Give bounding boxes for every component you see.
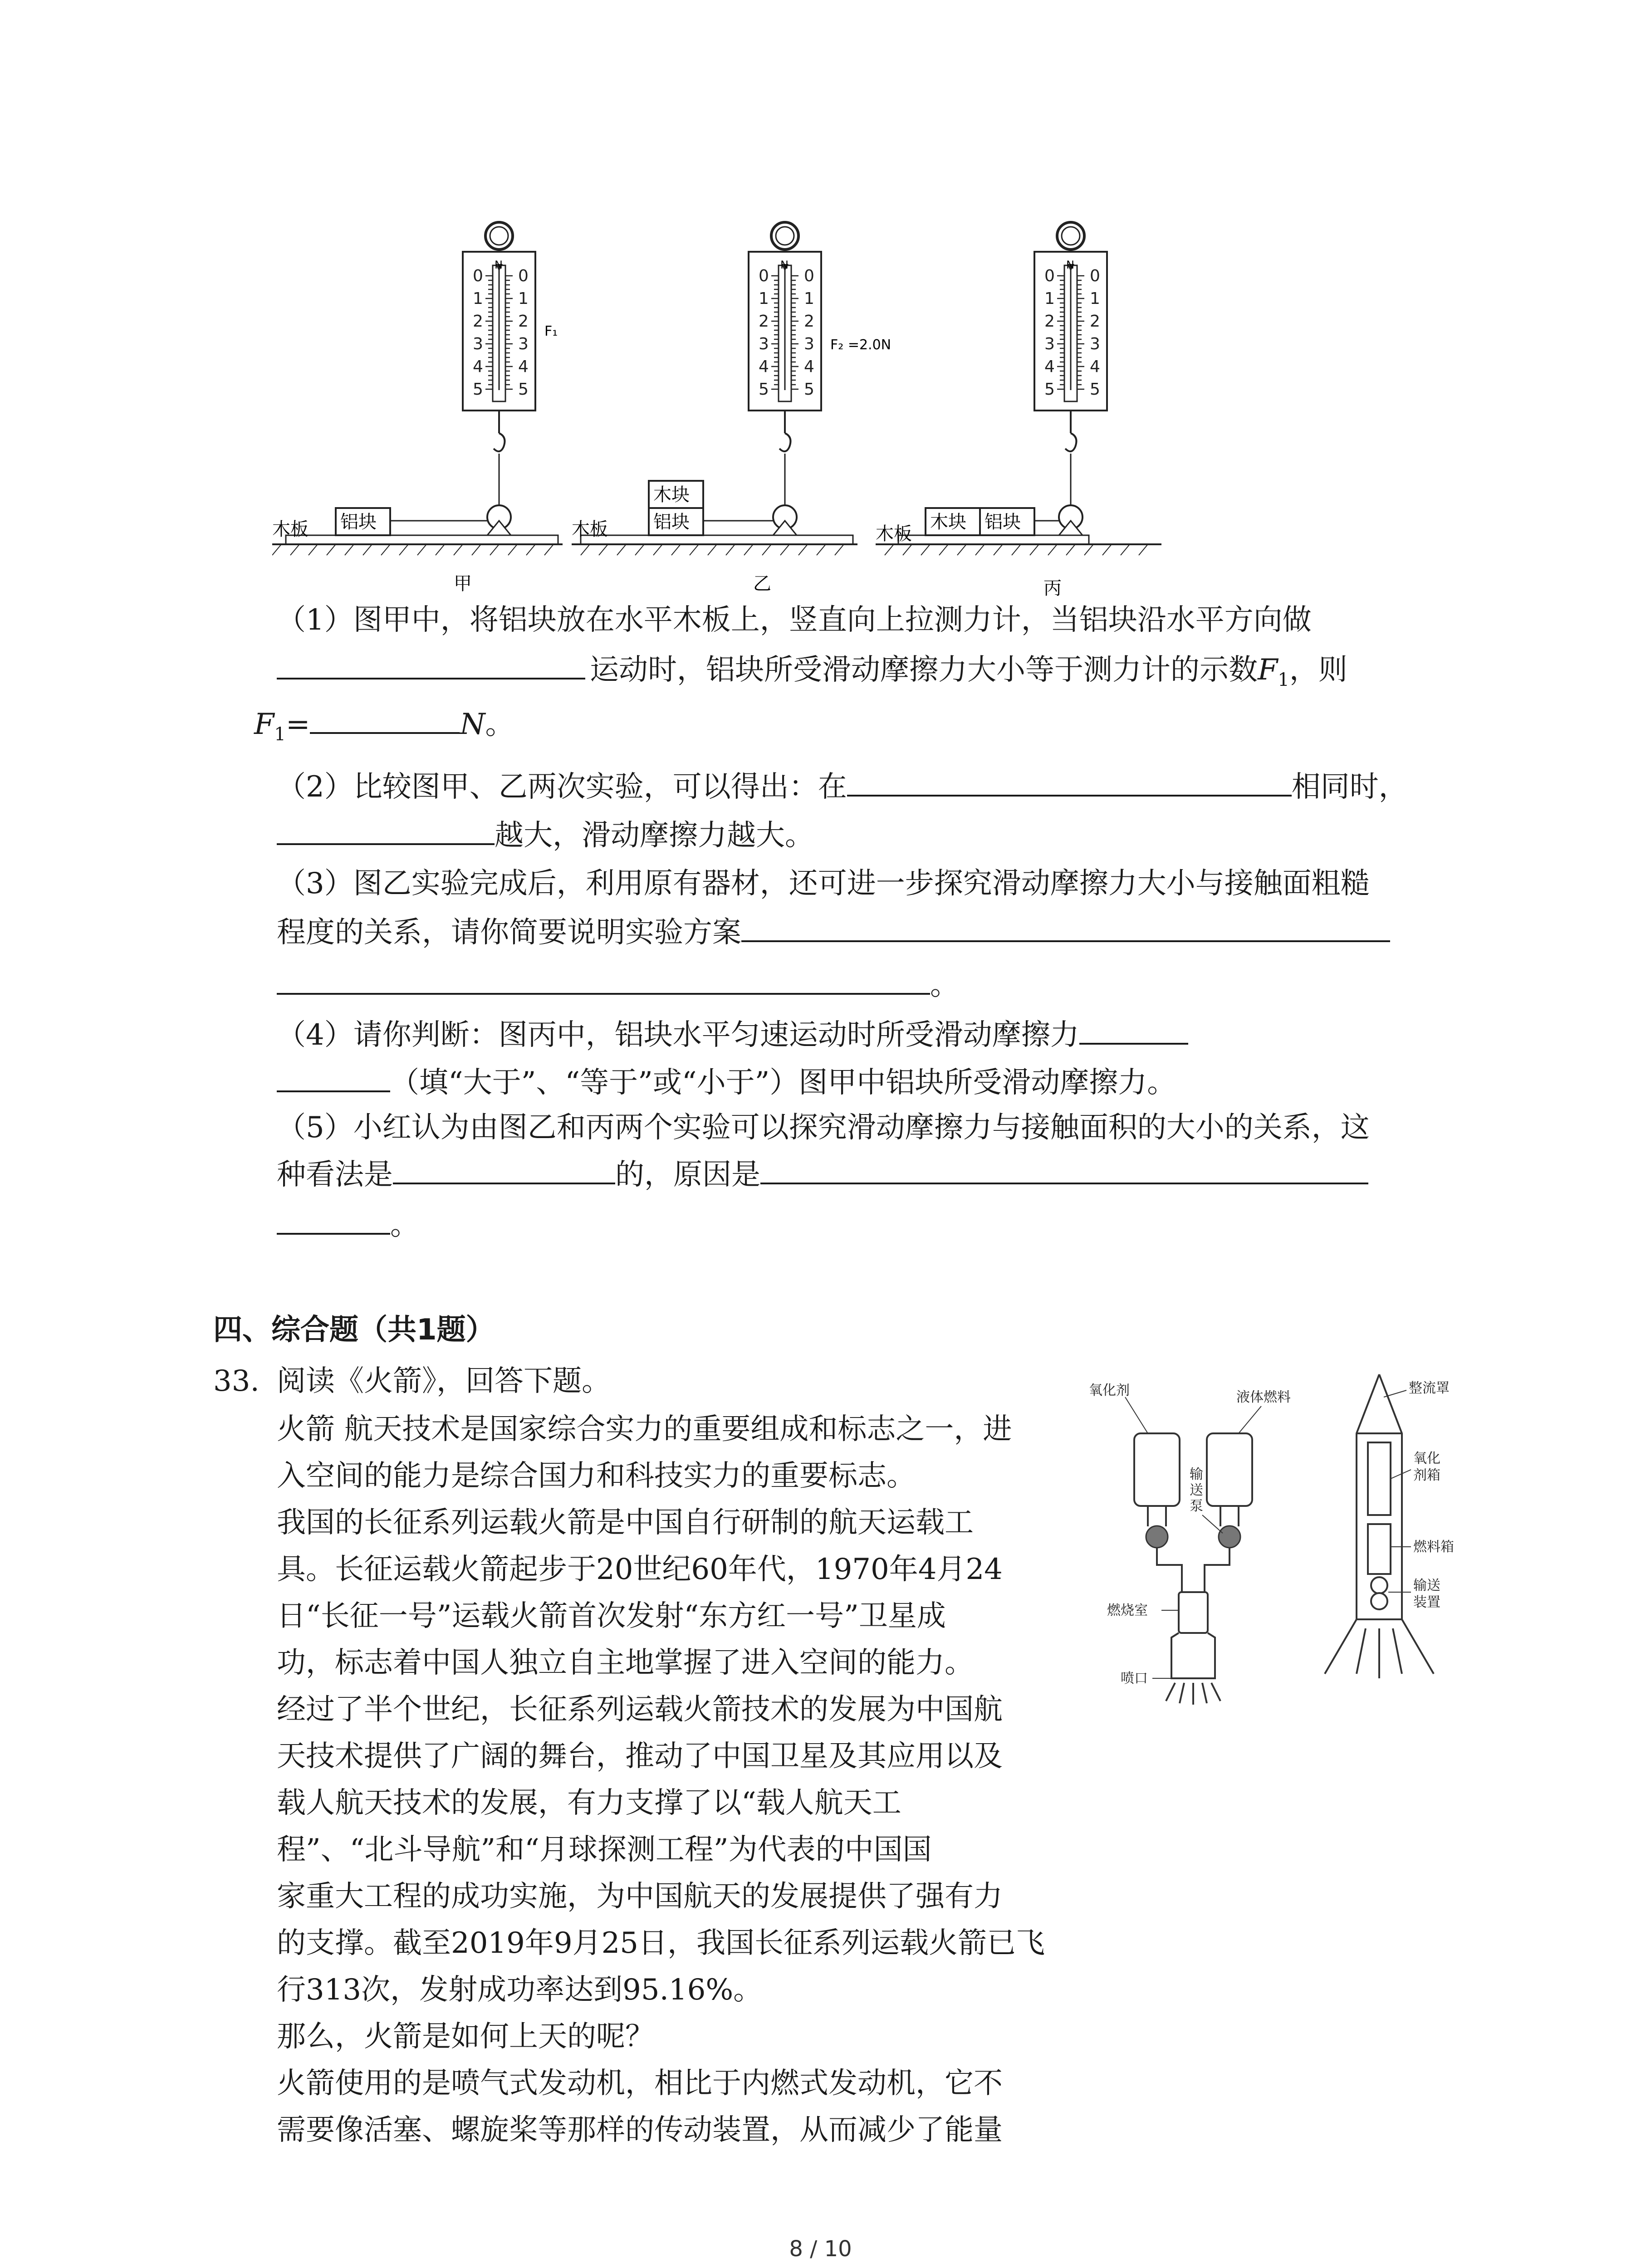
q5-line2: 种看法是 的，原因是: [277, 1150, 1368, 1200]
q33-number: 33.: [213, 1364, 260, 1398]
svg-text:4: 4: [1044, 357, 1055, 376]
q1-blank-f1[interactable]: [310, 700, 460, 734]
passage-line: 程”、“北斗导航”和“月球探测工程”为代表的中国国: [277, 1833, 932, 1867]
q1-line2: 运动时，铝块所受滑动摩擦力大小等于测力计的示数$F_1$，则: [277, 645, 1347, 695]
q1-blank-motion[interactable]: [277, 646, 585, 679]
rocket-passage: [277, 1406, 1066, 2154]
passage-line: 入空间的能力是综合国力和科技实力的重要标志。: [277, 1459, 916, 1493]
svg-text:0: 0: [1090, 267, 1100, 285]
passage-line: 火箭使用的是喷气式发动机，相比于内燃式发动机，它不: [277, 2067, 1003, 2100]
svg-text:0: 0: [1044, 267, 1055, 285]
passage-line: 我国的长征系列运载火箭是中国自行研制的航天运载工: [277, 1506, 974, 1540]
svg-text:2: 2: [759, 312, 769, 331]
q5-line3: 。: [277, 1200, 419, 1250]
svg-text:5: 5: [1090, 380, 1100, 399]
label-pump-3: 泵: [1190, 1498, 1203, 1514]
svg-text:3: 3: [473, 335, 483, 353]
passage-line: 火箭 航天技术是国家综合实力的重要组成和标志之一，进: [277, 1413, 1012, 1446]
q2-line2: 越大，滑动摩擦力越大。: [277, 811, 814, 860]
svg-text:4: 4: [518, 357, 529, 376]
label-liquid-fuel: 液体燃料: [1236, 1389, 1291, 1405]
svg-text:3: 3: [804, 335, 814, 353]
svg-text:木板: 木板: [876, 523, 912, 544]
svg-text:5: 5: [804, 380, 814, 399]
q1-line3: $F_1= N$。: [254, 699, 514, 749]
section-heading: 四、综合题（共1题）: [213, 1313, 495, 1347]
q5-line1: （5）小红认为由图乙和丙两个实验可以探究滑动摩擦力与接触面积的大小的关系，这: [277, 1111, 1370, 1144]
label-fairing: 整流罩: [1409, 1380, 1450, 1396]
q5-blank-1[interactable]: [393, 1151, 615, 1184]
svg-text:1: 1: [518, 289, 529, 308]
svg-text:1: 1: [1090, 289, 1100, 308]
svg-text:1: 1: [1044, 289, 1055, 308]
svg-text:N: N: [495, 259, 503, 271]
page-number: 8 / 10: [789, 2236, 852, 2262]
q33-prompt: 阅读《火箭》，回答下题。: [277, 1364, 611, 1398]
label-nozzle: 喷口: [1121, 1671, 1148, 1686]
svg-text:N: N: [780, 259, 789, 271]
label-pump-1: 输: [1190, 1466, 1203, 1482]
passage-line: 的支撑。截至2019年9月25日，我国长征系列运载火箭已飞: [277, 1926, 1045, 1960]
svg-text:0: 0: [804, 267, 814, 285]
label-oxidizer: 氧化剂: [1089, 1383, 1130, 1398]
svg-text:N: N: [1066, 259, 1074, 271]
q2-line1: （2）比较图甲、乙两次实验，可以得出：在 相同时，: [277, 762, 1408, 812]
svg-text:甲: 甲: [454, 573, 472, 594]
svg-text:F₂ =2.0N: F₂ =2.0N: [830, 337, 892, 353]
svg-text:4: 4: [473, 357, 483, 376]
passage-line: 行313次，发射成功率达到95.16%。: [277, 1973, 763, 2007]
q3-line2: 程度的关系，请你简要说明实验方案: [277, 908, 1390, 958]
q2-blank-2[interactable]: [277, 811, 495, 845]
q4-blank-part2[interactable]: [277, 1059, 390, 1092]
rocket-diagram: [1071, 1365, 1524, 1728]
svg-text:1: 1: [804, 289, 814, 308]
passage-line: 日“长征一号”运载火箭首次发射“东方红一号”卫星成: [277, 1599, 946, 1633]
svg-text:2: 2: [1044, 312, 1055, 331]
svg-text:木块: 木块: [653, 484, 690, 505]
q3-blank-2[interactable]: [277, 961, 930, 995]
svg-text:4: 4: [759, 357, 769, 376]
q1-line1: [277, 595, 1312, 645]
svg-text:3: 3: [518, 335, 529, 353]
svg-text:乙: 乙: [753, 573, 771, 594]
q5-blank-2[interactable]: [760, 1151, 1368, 1184]
label-transport-2: 装置: [1413, 1594, 1440, 1610]
label-pump-2: 送: [1190, 1482, 1203, 1498]
svg-text:3: 3: [1090, 335, 1100, 353]
svg-text:2: 2: [1090, 312, 1100, 331]
svg-text:木块: 木块: [930, 512, 966, 533]
svg-text:铝块: 铝块: [653, 512, 690, 533]
passage-line: 需要像活塞、螺旋桨等那样的传动装置，从而减少了能量: [277, 2113, 1003, 2147]
svg-text:丙: 丙: [1043, 578, 1062, 599]
svg-text:铝块: 铝块: [985, 512, 1021, 533]
svg-text:2: 2: [518, 312, 529, 331]
svg-text:1: 1: [473, 289, 483, 308]
passage-line: 家重大工程的成功实施，为中国航天的发展提供了强有力: [277, 1880, 1003, 1913]
friction-experiment-figure: [272, 218, 1180, 608]
passage-line: 经过了半个世纪，长征系列运载火箭技术的发展为中国航: [277, 1693, 1003, 1726]
q4-line1: （4）请你判断：图丙中，铝块水平匀速运动时所受滑动摩擦力: [277, 1010, 1188, 1060]
label-fuel-tank: 燃料箱: [1413, 1539, 1454, 1555]
passage-line: 载人航天技术的发展，有力支撑了以“载人航天工: [277, 1786, 901, 1820]
passage-line: 那么，火箭是如何上天的呢？: [277, 2020, 654, 2053]
svg-text:0: 0: [759, 267, 769, 285]
label-ox-tank-1: 氧化: [1413, 1451, 1440, 1466]
svg-text:0: 0: [473, 267, 483, 285]
q3-blank-1[interactable]: [741, 909, 1390, 942]
svg-text:5: 5: [518, 380, 529, 399]
label-combustion: 燃烧室: [1107, 1603, 1148, 1618]
q2-blank-1[interactable]: [847, 763, 1292, 797]
svg-text:2: 2: [473, 312, 483, 331]
label-transport-1: 输送: [1413, 1578, 1440, 1593]
q3-line3: 。: [277, 960, 959, 1010]
q1-text: （1）图甲中，将铝块放在水平木板上，竖直向上拉测力计，当铝块沿水平方向做: [277, 603, 1312, 637]
label-ox-tank-2: 剂箱: [1413, 1467, 1440, 1483]
svg-text:5: 5: [1044, 380, 1055, 399]
svg-text:铝块: 铝块: [340, 512, 377, 533]
q4-blank-part1[interactable]: [1079, 1011, 1188, 1045]
passage-line: 天技术提供了广阔的舞台，推动了中国卫星及其应用以及: [277, 1740, 1003, 1773]
svg-text:5: 5: [759, 380, 769, 399]
svg-text:1: 1: [759, 289, 769, 308]
svg-text:4: 4: [804, 357, 814, 376]
svg-text:木板: 木板: [272, 519, 309, 540]
q3-line1: （3）图乙实验完成后，利用原有器材，还可进一步探究滑动摩擦力大小与接触面粗糙: [277, 867, 1370, 900]
svg-text:木板: 木板: [572, 519, 608, 540]
passage-line: 功，标志着中国人独立自主地掌握了进入空间的能力。: [277, 1646, 974, 1680]
svg-text:2: 2: [804, 312, 814, 331]
svg-text:0: 0: [518, 267, 529, 285]
passage-line: 具。长征运载火箭起步于20世纪60年代，1970年4月24: [277, 1553, 1003, 1586]
q5-blank-3[interactable]: [277, 1201, 390, 1235]
svg-text:4: 4: [1090, 357, 1100, 376]
q4-line2: （填“大于”、“等于”或“小于”）图甲中铝块所受滑动摩擦力。: [277, 1058, 1176, 1108]
svg-text:5: 5: [473, 380, 483, 399]
svg-text:F₁: F₁: [544, 323, 558, 339]
svg-text:3: 3: [759, 335, 769, 353]
svg-text:3: 3: [1044, 335, 1055, 353]
